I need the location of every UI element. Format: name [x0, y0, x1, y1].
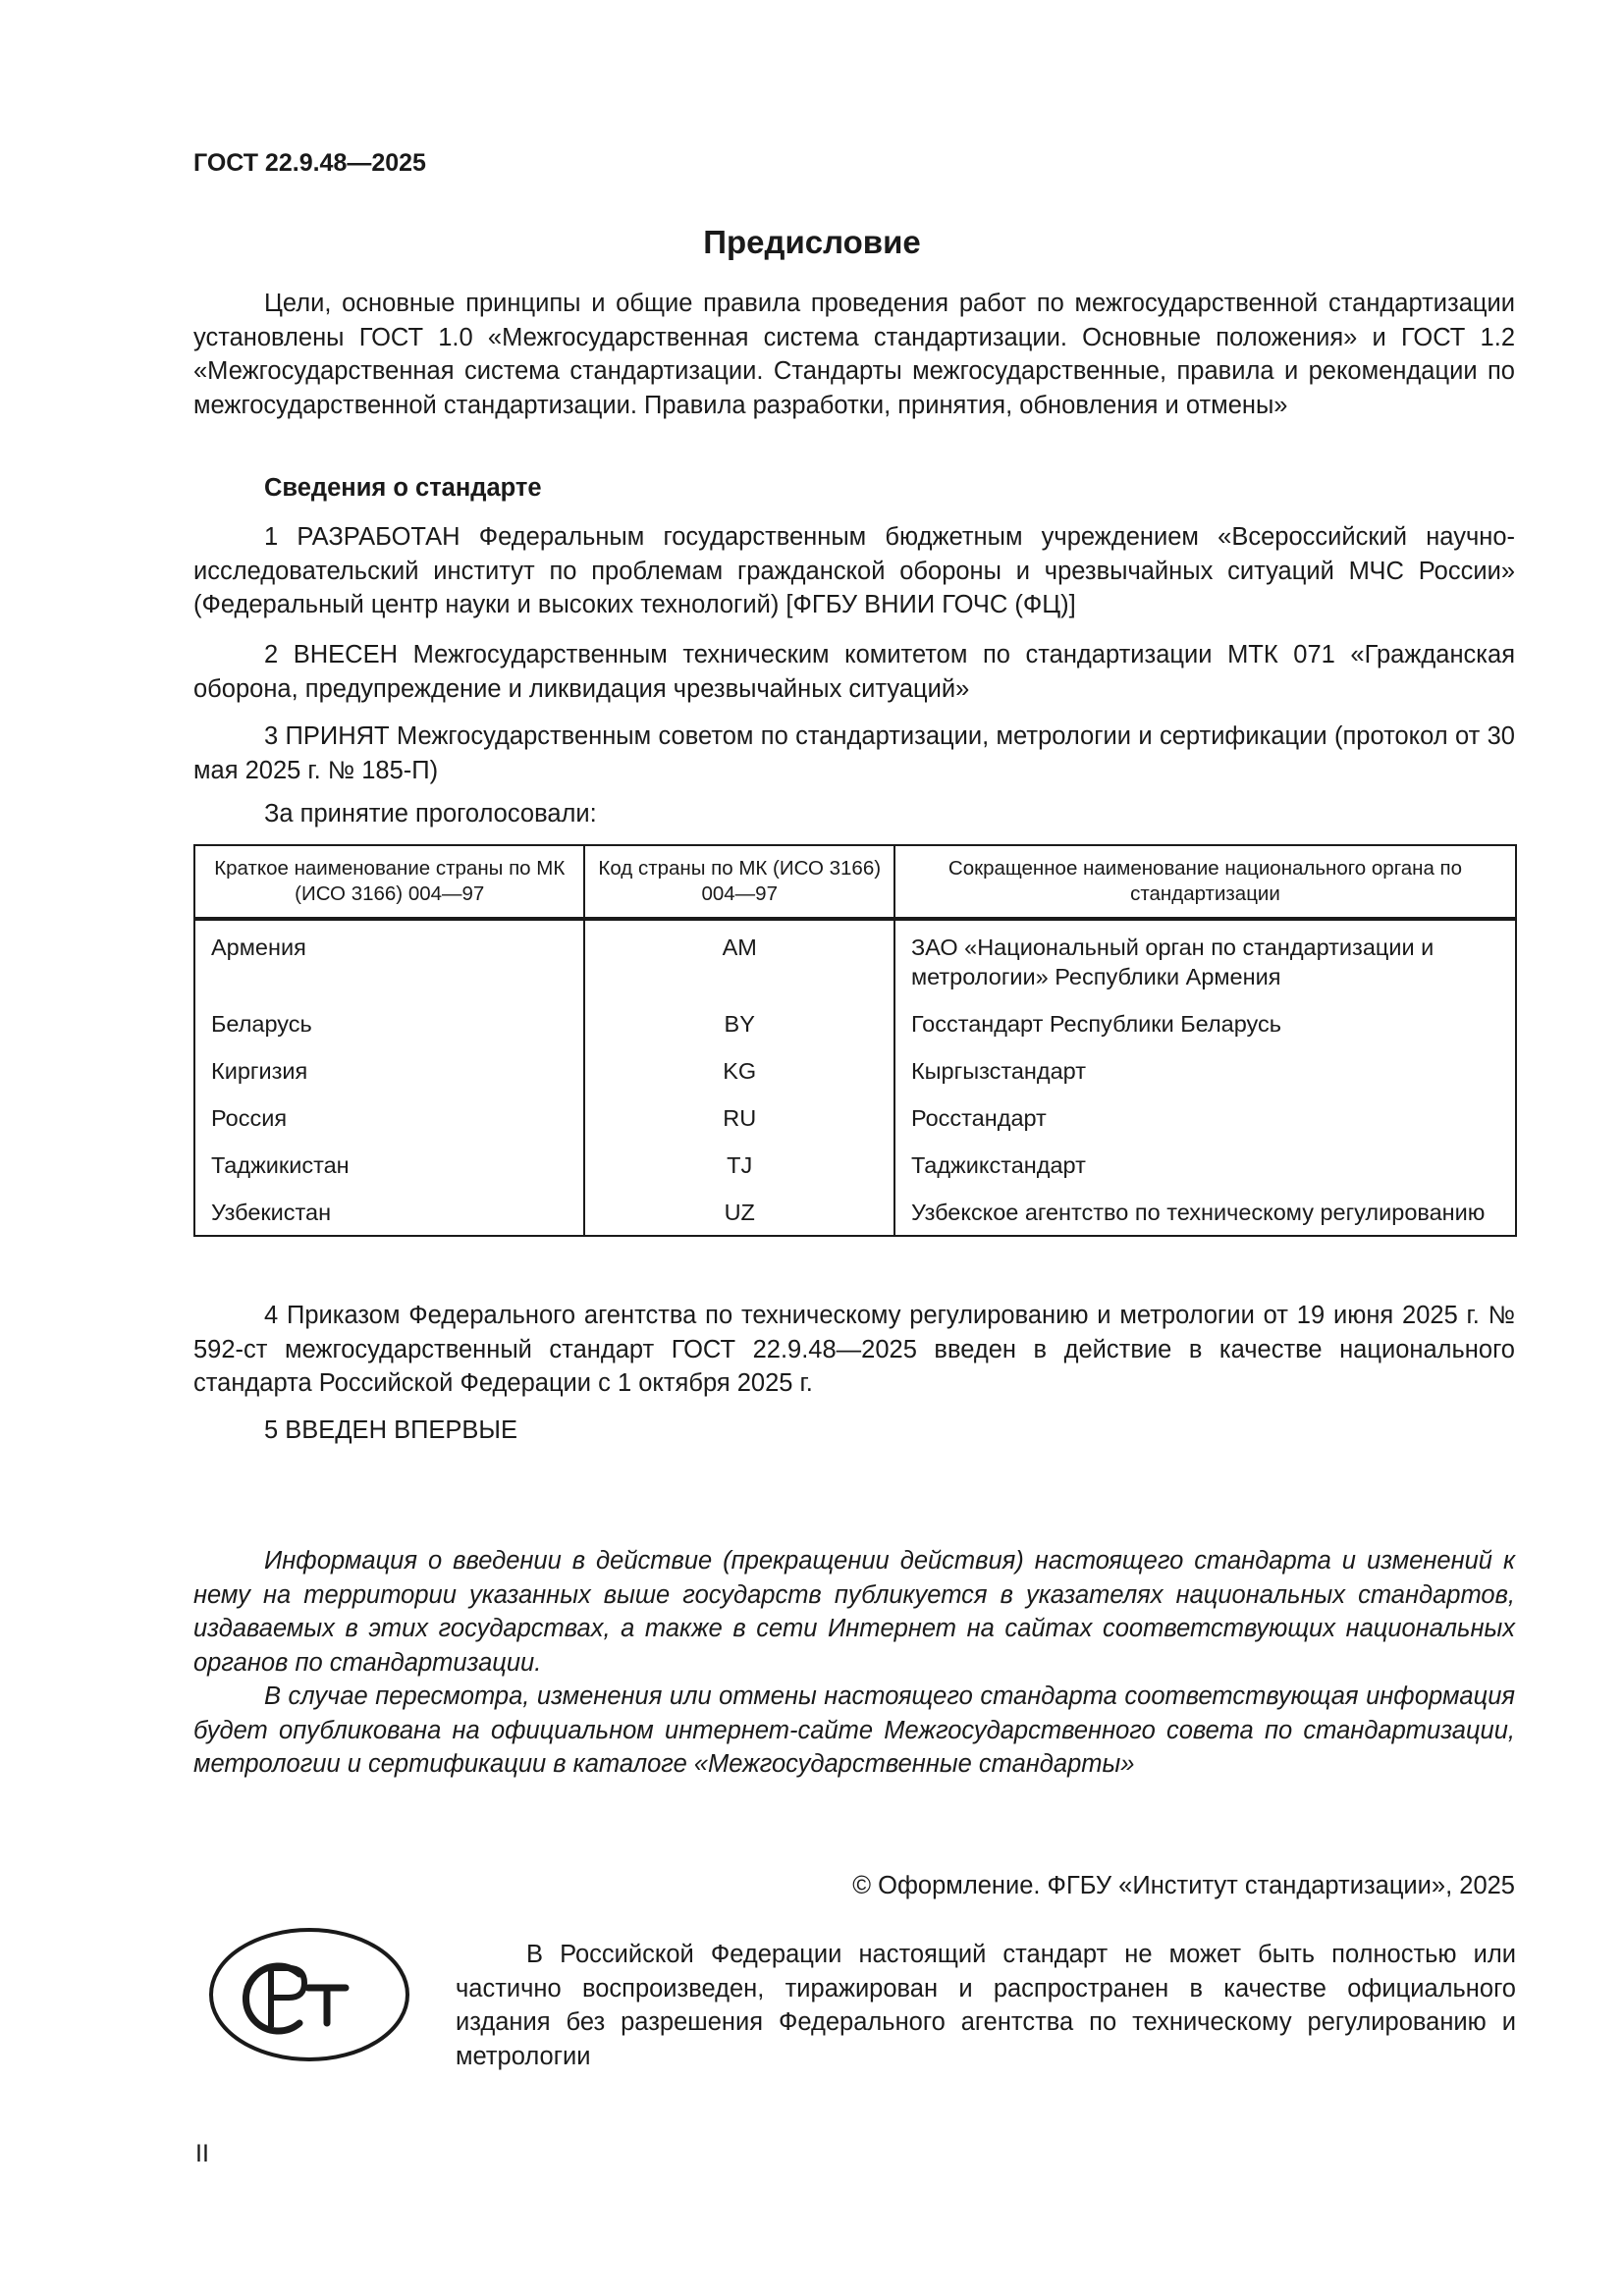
table-row	[194, 919, 1516, 995]
table-header-body: Сокращенное наименование национального органа по стандартизации	[894, 845, 1516, 919]
body-cell: Кыргызстандарт	[894, 1042, 1516, 1090]
country-cell: Россия	[194, 1090, 584, 1137]
country-cell: Узбекистан	[194, 1184, 584, 1236]
table-row	[194, 1090, 1516, 1137]
notice-paragraph-1: Информация о введении в действие (прекращении действия) настоящего стандарта и изменений к нему на территории указанных выше государств публикуется в указателях национальных стандартов, издаваемых в этих государствах, а также в сети Интернет на сайтах соответствующих национальных органов по стандартизации.	[193, 1547, 1515, 1677]
rst-certification-logo-icon	[206, 1925, 412, 2064]
table-row	[194, 1042, 1516, 1090]
code-cell: TJ	[584, 1137, 893, 1184]
table-row	[194, 1137, 1516, 1184]
page-title: Предисловие	[703, 224, 921, 260]
intro-paragraph: Цели, основные принципы и общие правила проведения работ по межгосударственной стандартизации установлены ГОСТ 1.0 «Межгосударственная система стандартизации. Основные положения» и ГОСТ 1.2 «Межгосударственная система стандартизации. Стандарты межгосударственные, правила и рекомендации по межгосударственной стандартизации. Правила разработки, принятия, обновления и отмены»	[193, 290, 1515, 419]
page-number: II	[195, 2140, 209, 2167]
table-header-row	[194, 845, 1516, 919]
table-header-country: Краткое наименование страны по МК (ИСО 3166) 004—97	[194, 845, 584, 919]
body-cell: Таджикстандарт	[894, 1137, 1516, 1184]
vote-label: За принятие проголосовали:	[264, 800, 597, 828]
table-row	[194, 1184, 1516, 1236]
country-cell: Армения	[194, 919, 584, 995]
code-cell: AM	[584, 919, 893, 995]
country-cell: Беларусь	[194, 995, 584, 1042]
country-cell: Киргизия	[194, 1042, 584, 1090]
country-cell: Таджикистан	[194, 1137, 584, 1184]
code-cell: UZ	[584, 1184, 893, 1236]
notice-paragraph-2: В случае пересмотра, изменения или отмены настоящего стандарта соответствующая информация будет опубликована на официальном интернет-сайте Межгосударственного совета по стандартизации, метрологии и сертификации в каталоге «Межгосударственные стандарты»	[193, 1682, 1515, 1778]
rights-notice: В Российской Федерации настоящий стандарт не может быть полностью или частично воспроизведен, тиражирован и распространен в качестве официального издания без разрешения Федерального агентства по техническому регулированию и метрологии	[456, 1941, 1516, 2070]
copyright-line: © Оформление. ФГБУ «Институт стандартизации», 2025	[852, 1872, 1515, 1899]
code-cell: RU	[584, 1090, 893, 1137]
body-cell: ЗАО «Национальный орган по стандартизации и метрологии» Республики Армения	[894, 919, 1516, 995]
item-5: 5 ВВЕДЕН ВПЕРВЫЕ	[264, 1416, 518, 1444]
item-2: 2 ВНЕСЕН Межгосударственным техническим комитетом по стандартизации МТК 071 «Гражданская оборона, предупреждение и ликвидация чрезвычайных ситуаций»	[193, 641, 1515, 703]
body-cell: Росстандарт	[894, 1090, 1516, 1137]
body-cell: Госстандарт Республики Беларусь	[894, 995, 1516, 1042]
body-cell: Узбекское агентство по техническому регулированию	[894, 1184, 1516, 1236]
item-1: 1 РАЗРАБОТАН Федеральным государственным бюджетным учреждением «Всероссийский научно-исследовательский институт по проблемам гражданской обороны и чрезвычайных ситуаций МЧС России» (Федеральный центр науки и высоких технологий) [ФГБУ ВНИИ ГОЧС (ФЦ)]	[193, 523, 1515, 618]
member-states-table	[193, 844, 1517, 1237]
table-row	[194, 995, 1516, 1042]
table-header-code: Код страны по МК (ИСО 3166) 004—97	[584, 845, 893, 919]
code-cell: BY	[584, 995, 893, 1042]
item-4: 4 Приказом Федерального агентства по техническому регулированию и метрологии от 19 июня 2025 г. № 592-ст межгосударственный стандарт ГОСТ 22.9.48—2025 введен в действие в качестве национального стандарта Российской Федерации с 1 октября 2025 г.	[193, 1302, 1515, 1397]
item-3: 3 ПРИНЯТ Межгосударственным советом по стандартизации, метрологии и сертификации (протокол от 30 мая 2025 г. № 185-П)	[193, 722, 1515, 784]
section-subheading: Сведения о стандарте	[264, 474, 542, 502]
code-cell: KG	[584, 1042, 893, 1090]
document-code: ГОСТ 22.9.48—2025	[193, 149, 426, 177]
